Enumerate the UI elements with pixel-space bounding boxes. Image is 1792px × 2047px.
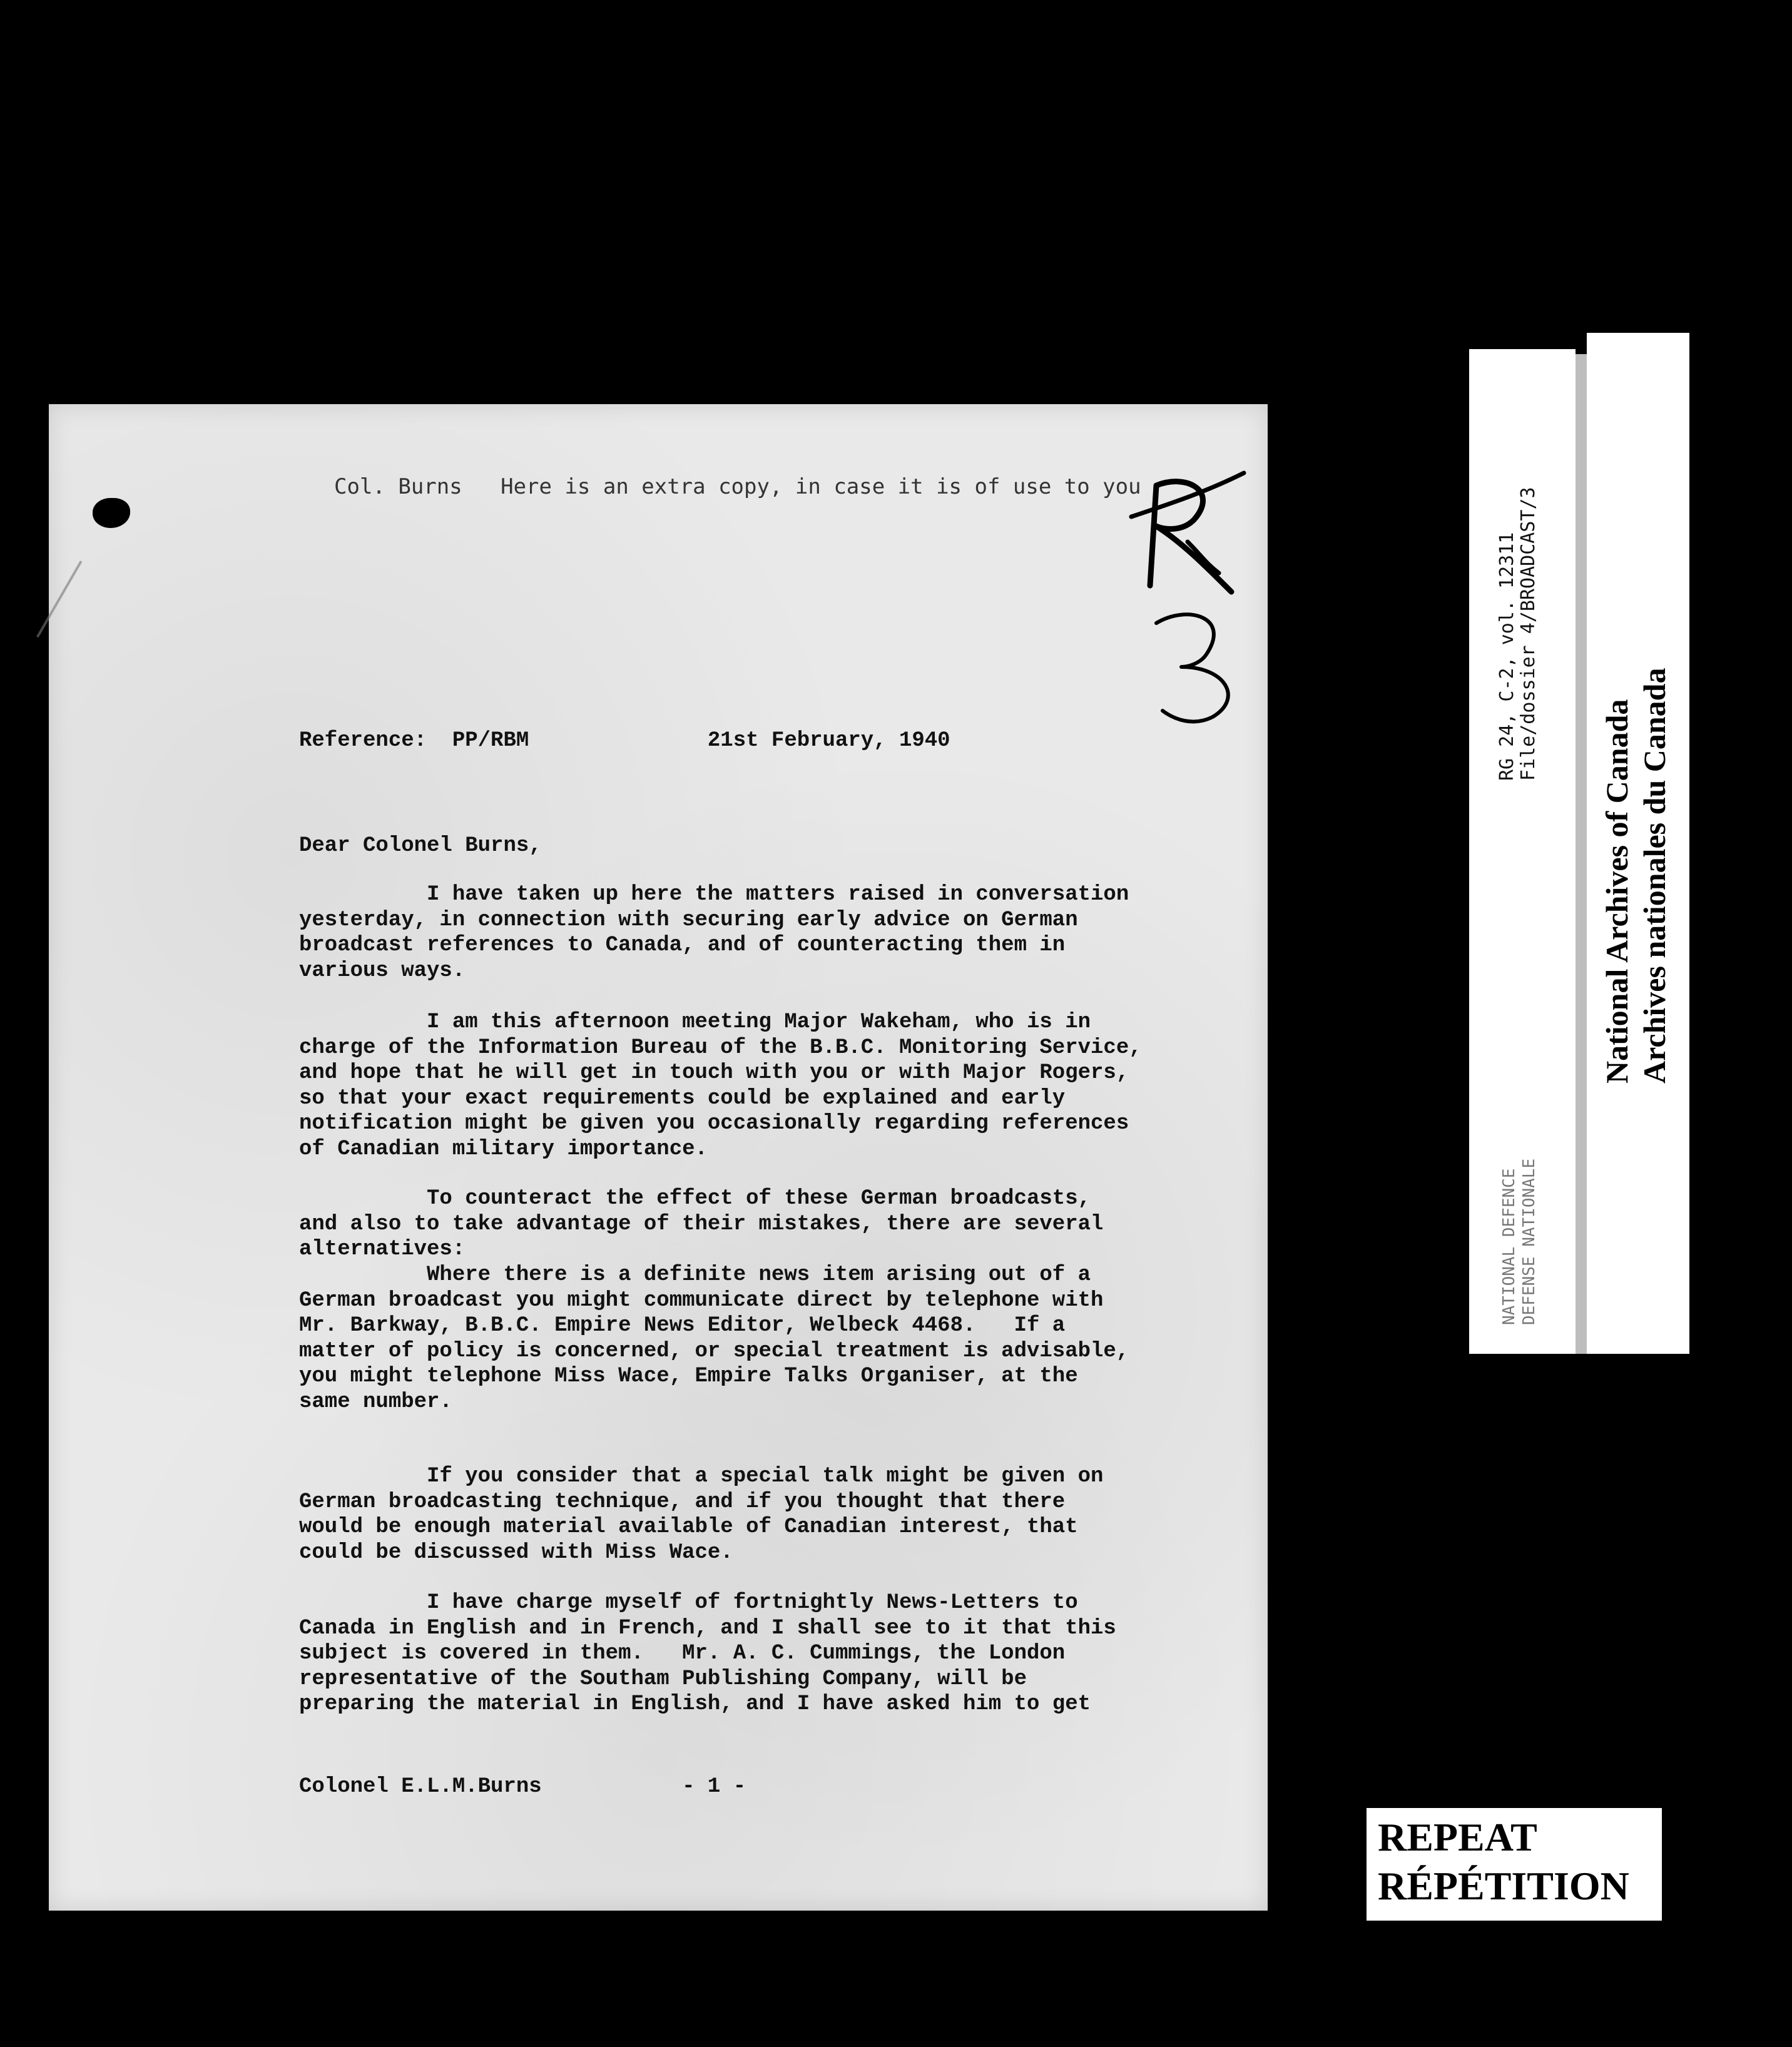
margin-pencil-stroke	[36, 561, 82, 637]
handwritten-initials	[1112, 460, 1250, 604]
department-name: NATIONAL DEFENCE DEFENSE NATIONALE	[1500, 1158, 1539, 1325]
archive-reference-label	[1469, 349, 1576, 1354]
letter-page	[49, 404, 1268, 1911]
punch-hole	[93, 498, 130, 528]
paragraph: I am this afternoon meeting Major Wakeham, who is in charge of the Information Bureau of the B.B.C. Monitoring Service, and hope that he will get in touch with you or with Major Rogers, so that your exact requirements could be explained and early notification might be given you occasionally regarding references of Canadian military importance.	[299, 1010, 1142, 1161]
archive-reference: RG 24, C-2, vol. 12311 File/dossier 4/BROADCAST/3	[1496, 487, 1539, 781]
paragraph: To counteract the effect of these German broadcasts, and also to take advantage of their mistakes, there are several alternatives:	[299, 1187, 1104, 1261]
institution-name: National Archives of Canada Archives nationales du Canada	[1599, 668, 1672, 1084]
salutation: Dear Colonel Burns,	[299, 834, 542, 858]
paragraph: Where there is a definite news item arising out of a German broadcast you might communicate direct by telephone with Mr. Barkway, B.B.C. Empire News Editor, Welbeck 4468. If a matter of policy is concerned, or special treatment is advisable, you might telephone Miss Wace, Empire Talks Organiser, at the same number.	[299, 1263, 1129, 1414]
covering-note: Col. Burns Here is an extra copy, in case it is of use to you	[334, 474, 1141, 499]
handwritten-page-number	[1138, 604, 1250, 729]
paragraph: I have taken up here the matters raised in conversation yesterday, in connection with securing early advice on German broadcast references to Canada, and of counteracting them in various ways.	[299, 883, 1129, 983]
paragraph: If you consider that a special talk might be given on German broadcasting technique, and if you thought that there would be enough material available of Canadian interest, that could be discussed with Miss Wace.	[299, 1465, 1104, 1565]
paragraph: I have charge myself of fortnightly News-Letters to Canada in English and in French, and I shall see to it that this subject is covered in them. Mr. A. C. Cummings, the London representative of the Southam Publishing Company, will be preparing the material in English, and I have asked him to get	[299, 1591, 1116, 1716]
page-footer: Colonel E.L.M.Burns - 1 -	[299, 1775, 746, 1799]
archives-banner	[1587, 333, 1689, 1354]
label-divider	[1576, 354, 1587, 1354]
repeat-stamp: REPEAT RÉPÉTITION	[1367, 1808, 1662, 1921]
reference-line: Reference: PP/RBM 21st February, 1940	[299, 729, 950, 753]
